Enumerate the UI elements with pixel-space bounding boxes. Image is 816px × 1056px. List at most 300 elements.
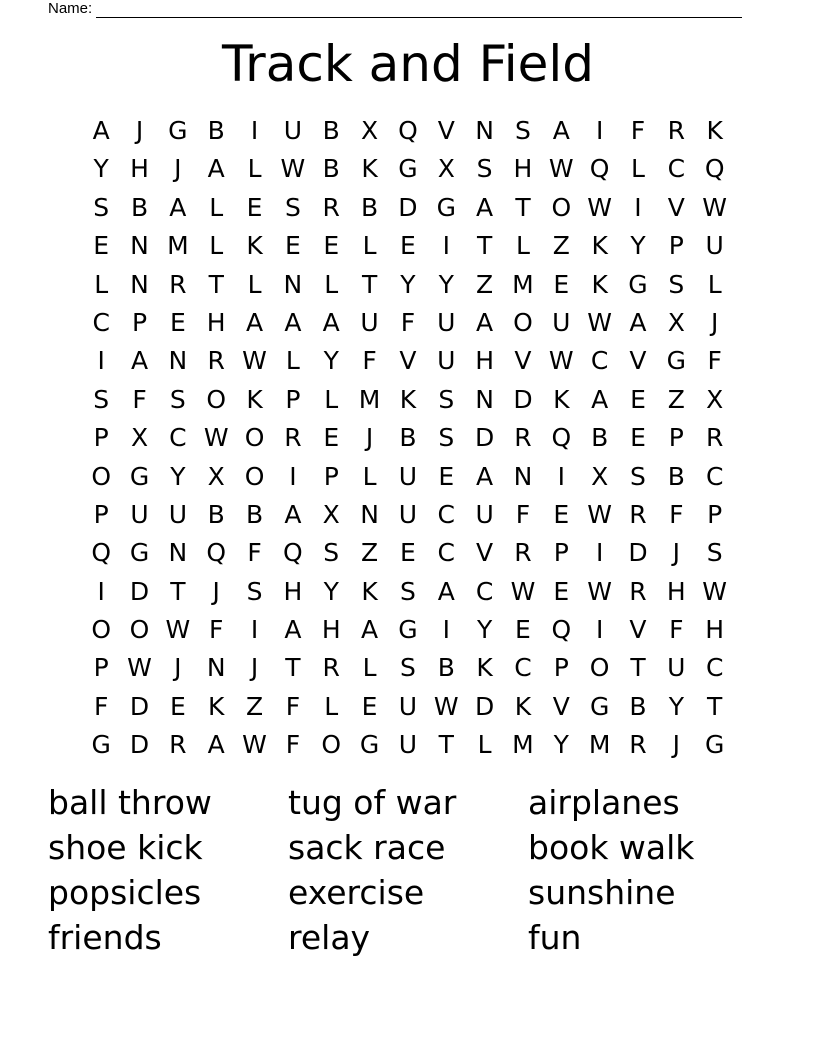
grid-letter: R bbox=[705, 423, 724, 453]
grid-letter: K bbox=[361, 576, 378, 606]
grid-letter: J bbox=[212, 576, 220, 606]
grid-letter: Q bbox=[551, 615, 572, 645]
grid-letter: N bbox=[360, 499, 379, 529]
grid-letter: O bbox=[589, 653, 610, 683]
grid-letter: E bbox=[323, 423, 340, 453]
grid-letter: R bbox=[169, 730, 187, 760]
grid-letter: Q bbox=[551, 423, 572, 453]
grid-letter: V bbox=[399, 346, 417, 376]
word-list-item: sack race bbox=[288, 828, 446, 867]
grid-letter: C bbox=[590, 346, 609, 376]
grid-letter: G bbox=[129, 461, 150, 491]
grid-letter: T bbox=[476, 231, 493, 261]
grid-letter: J bbox=[672, 538, 681, 568]
grid-letter: A bbox=[207, 730, 225, 760]
grid-letter: L bbox=[707, 269, 722, 299]
grid-letter: W bbox=[280, 154, 306, 184]
word-list-item: airplanes bbox=[528, 783, 680, 822]
grid-letter: R bbox=[514, 423, 532, 453]
grid-letter: Y bbox=[668, 691, 684, 721]
grid-letter: R bbox=[629, 576, 647, 606]
word-list-item: tug of war bbox=[288, 783, 457, 822]
grid-row bbox=[82, 227, 734, 265]
grid-letter: F bbox=[707, 346, 722, 376]
grid-letter: D bbox=[513, 384, 533, 414]
grid-letter: Y bbox=[630, 231, 646, 261]
grid-letter: L bbox=[247, 269, 262, 299]
grid-letter: S bbox=[630, 461, 646, 491]
grid-letter: N bbox=[475, 384, 494, 414]
grid-letter: E bbox=[400, 538, 416, 568]
grid-letter: I bbox=[250, 116, 259, 145]
grid-letter: B bbox=[322, 154, 340, 184]
grid-letter: S bbox=[246, 576, 263, 606]
grid-letter: Z bbox=[667, 384, 685, 414]
grid-letter: Z bbox=[552, 231, 570, 261]
grid-letter: Y bbox=[400, 269, 416, 299]
name-label: Name: bbox=[48, 0, 93, 17]
word-list-item: sunshine bbox=[528, 873, 676, 912]
name-field-line bbox=[48, 0, 742, 18]
grid-letter: Y bbox=[553, 730, 569, 760]
grid-letter: A bbox=[322, 307, 340, 337]
grid-letter: X bbox=[207, 461, 225, 491]
grid-letter: M bbox=[167, 231, 189, 261]
grid-letter: G bbox=[168, 116, 188, 145]
grid-letter: F bbox=[132, 384, 147, 414]
grid-letter: R bbox=[629, 499, 647, 529]
grid-letter: G bbox=[436, 192, 456, 222]
grid-letter: N bbox=[168, 346, 188, 376]
grid-letter: W bbox=[702, 576, 728, 606]
word-list-item: shoe kick bbox=[48, 828, 203, 867]
grid-letter: L bbox=[362, 231, 377, 261]
grid-row bbox=[82, 304, 734, 342]
grid-letter: U bbox=[398, 730, 418, 760]
grid-letter: T bbox=[170, 576, 186, 606]
grid-letter: A bbox=[437, 576, 455, 606]
grid-letter: X bbox=[667, 307, 685, 337]
grid-letter: U bbox=[475, 499, 494, 529]
grid-letter: N bbox=[283, 269, 303, 299]
grid-letter: I bbox=[97, 346, 105, 376]
grid-letter: B bbox=[399, 423, 417, 453]
grid-letter: I bbox=[595, 538, 604, 568]
grid-letter: X bbox=[130, 423, 149, 453]
grid-letter: G bbox=[666, 346, 687, 376]
grid-letter: Z bbox=[361, 538, 379, 568]
grid-letter: U bbox=[667, 653, 686, 683]
grid-row bbox=[82, 381, 734, 419]
grid-letter: A bbox=[130, 346, 149, 376]
grid-letter: F bbox=[669, 615, 684, 645]
grid-letter: Y bbox=[170, 461, 186, 491]
page-title: Track and Field bbox=[221, 35, 595, 93]
grid-letter: U bbox=[705, 231, 724, 261]
grid-letter: K bbox=[706, 116, 723, 145]
grid-letter: I bbox=[97, 576, 105, 606]
grid-letter: W bbox=[242, 346, 267, 376]
grid-letter: P bbox=[668, 423, 684, 453]
grid-letter: L bbox=[631, 154, 645, 184]
grid-letter: B bbox=[591, 423, 609, 453]
grid-letter: A bbox=[207, 154, 225, 184]
grid-letter: L bbox=[94, 269, 109, 299]
grid-letter: K bbox=[591, 231, 608, 261]
grid-letter: Q bbox=[589, 154, 610, 184]
grid-letter: F bbox=[285, 730, 301, 760]
grid-row bbox=[82, 726, 734, 764]
grid-letter: Q bbox=[206, 538, 227, 568]
grid-letter: K bbox=[246, 384, 263, 414]
grid-letter: E bbox=[400, 231, 416, 261]
grid-letter: U bbox=[168, 499, 188, 529]
grid-letter: G bbox=[359, 730, 380, 760]
grid-letter: G bbox=[91, 730, 111, 760]
grid-letter: W bbox=[587, 576, 612, 606]
grid-letter: F bbox=[630, 116, 646, 145]
grid-letter: F bbox=[669, 499, 684, 529]
grid-letter: P bbox=[707, 499, 723, 529]
grid-letter: S bbox=[668, 269, 685, 299]
word-list-item: fun bbox=[528, 918, 582, 957]
grid-letter: S bbox=[399, 576, 416, 606]
grid-letter: E bbox=[553, 576, 570, 606]
grid-letter: S bbox=[284, 192, 301, 222]
grid-letter: E bbox=[284, 231, 301, 261]
grid-letter: G bbox=[628, 269, 648, 299]
grid-letter: K bbox=[208, 691, 225, 721]
grid-letter: H bbox=[513, 154, 533, 184]
grid-letter: E bbox=[515, 615, 531, 645]
grid-letter: F bbox=[285, 691, 301, 721]
grid-letter: Q bbox=[398, 116, 418, 145]
grid-letter: B bbox=[667, 461, 685, 491]
grid-letter: R bbox=[169, 269, 187, 299]
grid-letter: U bbox=[283, 116, 303, 145]
grid-letter: P bbox=[285, 384, 301, 414]
grid-letter: U bbox=[552, 307, 571, 337]
grid-letter: L bbox=[362, 461, 377, 491]
grid-letter: O bbox=[206, 384, 227, 414]
word-list-item: book walk bbox=[528, 828, 695, 867]
grid-letter: T bbox=[515, 192, 531, 222]
grid-letter: H bbox=[705, 615, 725, 645]
grid-letter: V bbox=[629, 346, 647, 376]
grid-letter: Z bbox=[476, 269, 494, 299]
grid-letter: S bbox=[438, 384, 455, 414]
grid-letter: S bbox=[476, 154, 493, 184]
grid-letter: T bbox=[630, 653, 646, 683]
grid-letter: I bbox=[595, 615, 604, 645]
grid-letter: E bbox=[630, 384, 646, 414]
word-list bbox=[48, 780, 768, 960]
grid-letter: N bbox=[168, 538, 188, 568]
grid-letter: W bbox=[587, 499, 612, 529]
grid-letter: K bbox=[399, 384, 417, 414]
grid-letter: D bbox=[129, 691, 150, 721]
grid-letter: L bbox=[515, 231, 530, 261]
grid-letter: C bbox=[437, 538, 455, 568]
grid-row bbox=[82, 573, 734, 611]
grid-letter: L bbox=[477, 730, 492, 760]
grid-letter: D bbox=[474, 423, 495, 453]
grid-letter: D bbox=[474, 691, 495, 721]
grid-letter: I bbox=[595, 116, 604, 145]
grid-letter: H bbox=[130, 154, 149, 184]
grid-letter: B bbox=[207, 499, 225, 529]
grid-letter: C bbox=[475, 576, 494, 606]
grid-letter: F bbox=[362, 346, 377, 376]
grid-letter: P bbox=[668, 231, 684, 261]
grid-letter: W bbox=[548, 346, 574, 376]
grid-letter: S bbox=[93, 384, 110, 414]
grid-letter: O bbox=[91, 615, 112, 645]
grid-letter: B bbox=[437, 653, 455, 683]
grid-letter: U bbox=[437, 307, 456, 337]
grid-letter: K bbox=[514, 691, 532, 721]
grid-letter: D bbox=[398, 192, 418, 222]
grid-letter: E bbox=[553, 499, 570, 529]
grid-letter: C bbox=[667, 154, 686, 184]
grid-letter: O bbox=[244, 423, 265, 453]
grid-letter: H bbox=[475, 346, 495, 376]
grid-letter: U bbox=[398, 461, 418, 491]
grid-row bbox=[82, 649, 734, 687]
grid-letter: A bbox=[92, 116, 110, 145]
grid-letter: T bbox=[285, 653, 301, 683]
grid-letter: J bbox=[672, 730, 681, 760]
grid-letter: O bbox=[551, 192, 572, 222]
grid-letter: X bbox=[437, 154, 455, 184]
grid-row bbox=[82, 458, 734, 496]
grid-letter: A bbox=[552, 116, 570, 145]
grid-letter: A bbox=[629, 307, 647, 337]
grid-letter: C bbox=[169, 423, 187, 453]
grid-row bbox=[82, 266, 734, 304]
grid-letter: R bbox=[284, 423, 302, 453]
grid-letter: J bbox=[365, 423, 374, 453]
grid-letter: R bbox=[514, 538, 532, 568]
grid-letter: L bbox=[209, 231, 224, 261]
grid-letter: B bbox=[322, 116, 340, 145]
grid-letter: X bbox=[591, 461, 609, 491]
grid-letter: E bbox=[169, 307, 186, 337]
grid-letter: V bbox=[437, 116, 455, 145]
grid-letter: W bbox=[242, 730, 267, 760]
grid-letter: W bbox=[433, 691, 459, 721]
grid-letter: W bbox=[587, 307, 612, 337]
grid-letter: W bbox=[165, 615, 191, 645]
grid-letter: J bbox=[174, 653, 182, 683]
grid-letter: S bbox=[438, 423, 455, 453]
grid-letter: I bbox=[289, 461, 297, 491]
grid-letter: P bbox=[323, 461, 339, 491]
grid-letter: J bbox=[710, 307, 719, 337]
grid-letter: P bbox=[131, 307, 148, 337]
grid-letter: B bbox=[130, 192, 149, 222]
grid-letter: B bbox=[245, 499, 264, 529]
grid-letter: L bbox=[324, 384, 339, 414]
grid-letter: L bbox=[362, 653, 377, 683]
grid-letter: W bbox=[587, 192, 612, 222]
grid-letter: K bbox=[591, 269, 608, 299]
grid-letter: C bbox=[437, 499, 455, 529]
grid-letter: N bbox=[130, 231, 149, 261]
grid-letter: H bbox=[206, 307, 226, 337]
grid-letter: Q bbox=[91, 538, 112, 568]
word-list-item: popsicles bbox=[48, 873, 202, 912]
grid-letter: M bbox=[512, 730, 534, 760]
grid-letter: P bbox=[93, 653, 109, 683]
grid-letter: Z bbox=[245, 691, 264, 721]
grid-letter: E bbox=[361, 691, 378, 721]
grid-letter: S bbox=[515, 116, 531, 145]
grid-letter: A bbox=[476, 307, 494, 337]
grid-letter: W bbox=[510, 576, 536, 606]
grid-letter: Y bbox=[476, 615, 493, 645]
grid-letter: X bbox=[361, 116, 379, 145]
grid-row bbox=[82, 112, 734, 150]
grid-letter: T bbox=[707, 691, 723, 721]
grid-row bbox=[82, 342, 734, 380]
grid-letter: R bbox=[207, 346, 225, 376]
word-list-item: exercise bbox=[288, 873, 425, 912]
grid-letter: N bbox=[513, 461, 533, 491]
grid-letter: W bbox=[127, 653, 152, 683]
grid-letter: J bbox=[174, 154, 182, 184]
grid-letter: Q bbox=[704, 154, 725, 184]
word-list-item: ball throw bbox=[48, 783, 212, 822]
grid-letter: D bbox=[129, 576, 150, 606]
grid-letter: A bbox=[245, 307, 264, 337]
word-list-item: relay bbox=[288, 918, 371, 957]
grid-letter: P bbox=[93, 423, 109, 453]
grid-letter: V bbox=[514, 346, 532, 376]
grid-letter: E bbox=[630, 423, 646, 453]
grid-letter: A bbox=[476, 192, 494, 222]
grid-letter: A bbox=[284, 499, 302, 529]
grid-letter: B bbox=[361, 192, 379, 222]
grid-letter: X bbox=[322, 499, 340, 529]
grid-letter: U bbox=[130, 499, 149, 529]
grid-letter: A bbox=[476, 461, 494, 491]
grid-letter: F bbox=[247, 538, 262, 568]
name-blank bbox=[96, 3, 742, 18]
grid-letter: F bbox=[515, 499, 531, 529]
grid-letter: O bbox=[129, 615, 150, 645]
grid-letter: U bbox=[437, 346, 456, 376]
grid-letter: M bbox=[512, 269, 534, 299]
grid-letter: V bbox=[552, 691, 570, 721]
grid-letter: A bbox=[284, 615, 302, 645]
grid-letter: U bbox=[360, 307, 379, 337]
grid-letter: R bbox=[629, 730, 647, 760]
word-list-item: friends bbox=[48, 918, 162, 957]
grid-letter: A bbox=[361, 615, 379, 645]
grid-letter: S bbox=[169, 384, 186, 414]
grid-letter: A bbox=[591, 384, 609, 414]
grid-letter: W bbox=[203, 423, 229, 453]
grid-letter: L bbox=[285, 346, 300, 376]
grid-letter: Y bbox=[323, 576, 339, 606]
grid-letter: V bbox=[476, 538, 494, 568]
grid-letter: S bbox=[706, 538, 723, 568]
grid-letter: O bbox=[513, 307, 533, 337]
grid-row bbox=[82, 189, 734, 227]
grid-letter: N bbox=[475, 116, 494, 145]
grid-letter: F bbox=[93, 691, 109, 721]
grid-letter: B bbox=[207, 116, 225, 145]
grid-letter: L bbox=[324, 691, 339, 721]
grid-letter: J bbox=[250, 653, 259, 683]
grid-letter: E bbox=[438, 461, 455, 491]
grid-row bbox=[82, 496, 734, 534]
grid-letter: C bbox=[705, 461, 724, 491]
grid-letter: V bbox=[629, 615, 647, 645]
grid-letter: G bbox=[589, 691, 610, 721]
grid-letter: K bbox=[553, 384, 570, 414]
grid-letter: G bbox=[398, 154, 418, 184]
grid-letter: P bbox=[553, 538, 569, 568]
grid-letter: L bbox=[247, 154, 262, 184]
grid-letter: R bbox=[322, 653, 340, 683]
grid-letter: R bbox=[322, 192, 340, 222]
grid-letter: Q bbox=[283, 538, 303, 568]
grid-letter: D bbox=[129, 730, 150, 760]
grid-letter: K bbox=[476, 653, 493, 683]
grid-letter: H bbox=[666, 576, 686, 606]
grid-letter: B bbox=[629, 691, 647, 721]
grid-letter: F bbox=[400, 307, 416, 337]
grid-letter: C bbox=[92, 307, 110, 337]
grid-letter: C bbox=[705, 653, 724, 683]
grid-letter: X bbox=[706, 384, 724, 414]
grid-letter: U bbox=[398, 691, 418, 721]
grid-letter: W bbox=[702, 192, 728, 222]
grid-letter: G bbox=[704, 730, 725, 760]
grid-letter: N bbox=[206, 653, 226, 683]
grid-letter: L bbox=[209, 192, 224, 222]
grid-letter: H bbox=[321, 615, 341, 645]
grid-letter: I bbox=[442, 615, 450, 645]
grid-row bbox=[82, 419, 734, 457]
grid-letter: E bbox=[169, 691, 186, 721]
grid-letter: O bbox=[91, 461, 112, 491]
grid-letter: T bbox=[208, 269, 224, 299]
grid-letter: E bbox=[323, 231, 340, 261]
grid-letter: I bbox=[634, 192, 642, 222]
grid-letter: S bbox=[323, 538, 340, 568]
grid-letter: R bbox=[667, 116, 686, 145]
grid-letter: Y bbox=[93, 154, 109, 184]
grid-letter: J bbox=[135, 116, 144, 145]
grid-letter: G bbox=[129, 538, 150, 568]
letter-grid bbox=[82, 112, 734, 765]
grid-letter: N bbox=[130, 269, 149, 299]
grid-letter: M bbox=[588, 730, 611, 760]
grid-letter: I bbox=[557, 461, 565, 491]
grid-row bbox=[82, 611, 734, 649]
grid-letter: G bbox=[398, 615, 418, 645]
grid-letter: E bbox=[553, 269, 570, 299]
grid-letter: I bbox=[250, 615, 259, 645]
grid-letter: V bbox=[667, 192, 685, 222]
grid-letter: U bbox=[398, 499, 418, 529]
grid-letter: T bbox=[361, 269, 378, 299]
grid-letter: H bbox=[283, 576, 303, 606]
grid-letter: F bbox=[209, 615, 224, 645]
